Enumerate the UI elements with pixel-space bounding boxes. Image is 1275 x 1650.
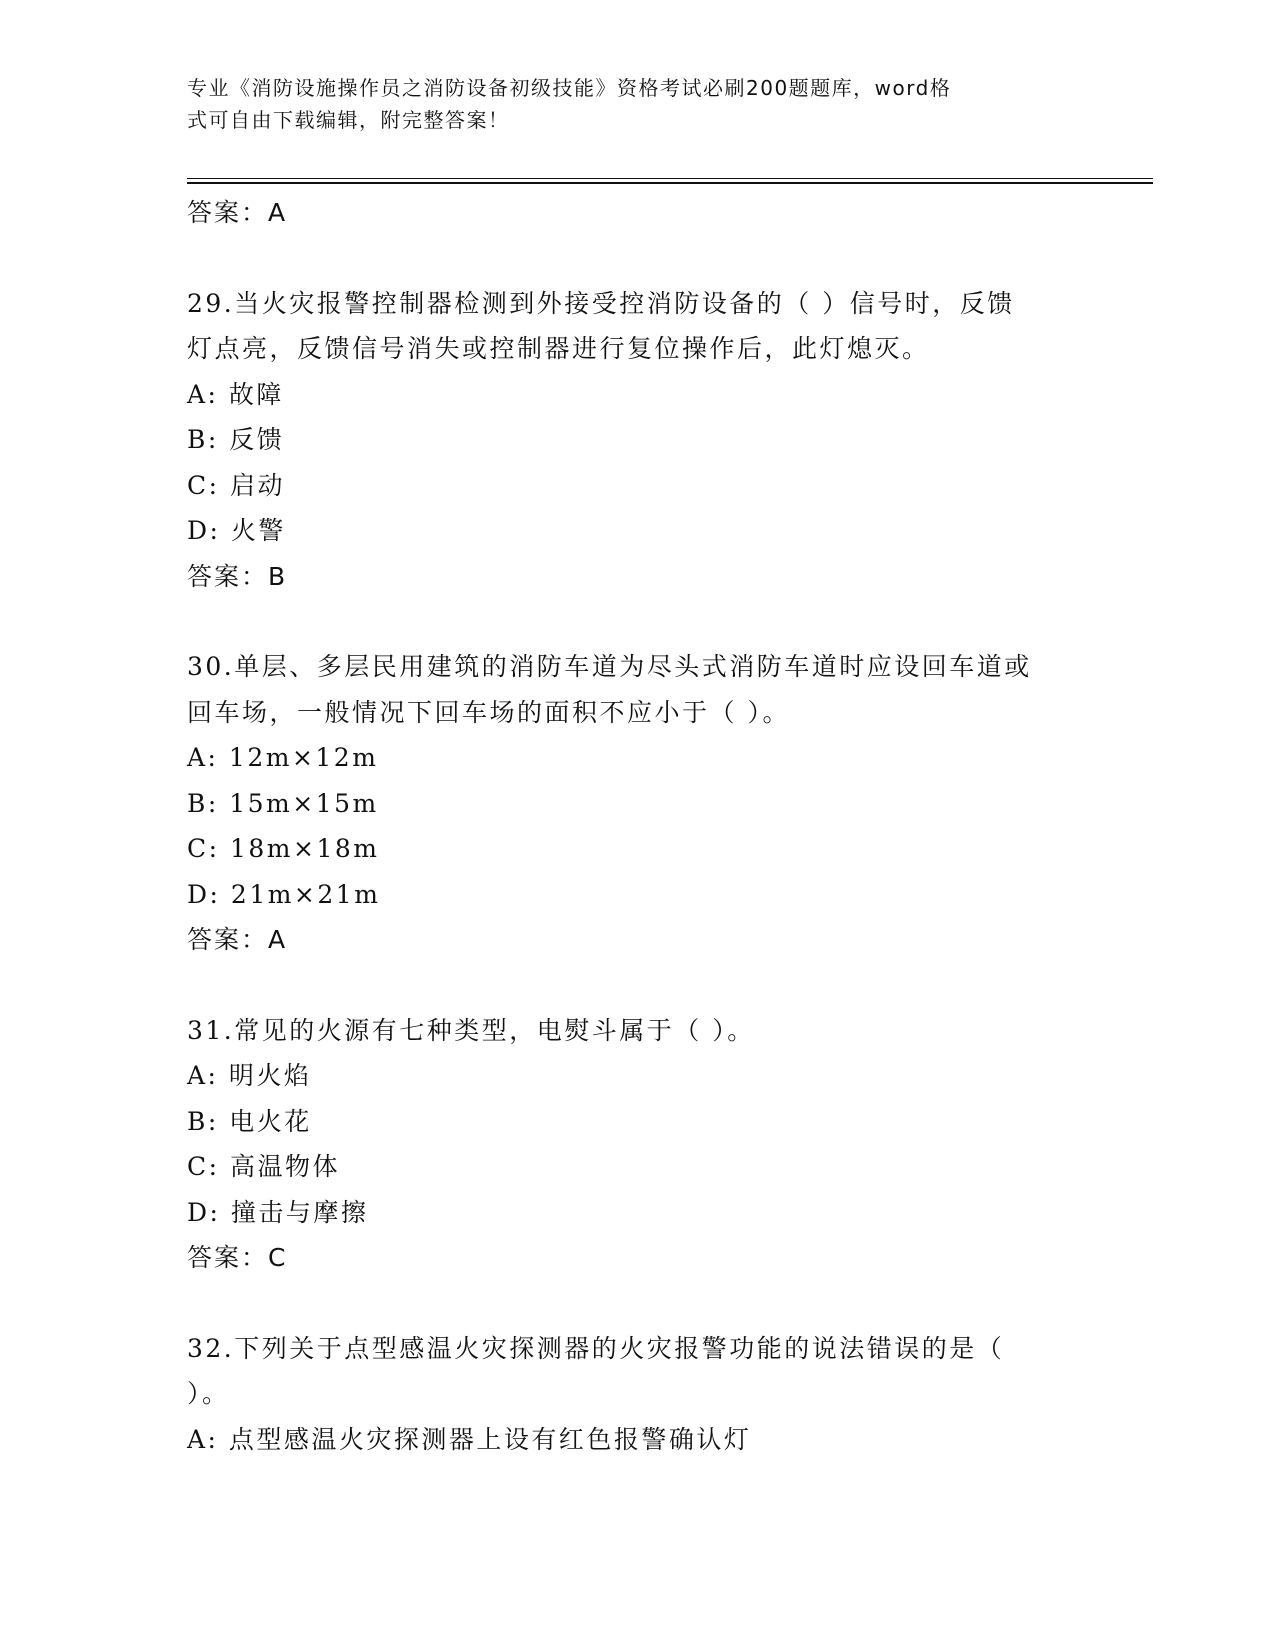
question-text: ）。 (187, 1379, 230, 1408)
option-c: C: 启动 (187, 470, 285, 500)
header-rule-thick (187, 182, 1153, 184)
option-b: B: 反馈 (187, 425, 285, 454)
question-list (187, 190, 1087, 1462)
question-block (187, 281, 1087, 600)
question-block (187, 1326, 1087, 1463)
answer-line: 答案：A (187, 925, 288, 954)
option-a: A: 点型感温火灾探测器上设有红色报警确认灯 (187, 1424, 752, 1454)
option-b: B: 电火花 (187, 1106, 312, 1136)
question-text: 灯点亮，反馈信号消失或控制器进行复位操作后，此灯熄灭。 (187, 334, 930, 363)
answer-line: 答案：A (187, 198, 288, 227)
option-d: D: 撞击与摩擦 (187, 1197, 369, 1227)
answer-line: 答案：B (187, 561, 288, 591)
spacer (187, 1281, 1087, 1326)
option-c: C: 高温物体 (187, 1152, 340, 1181)
question-text: 32.下列关于点型感温火灾探测器的火灾报警功能的说法错误的是（ (187, 1333, 1005, 1363)
document-header (187, 72, 1067, 136)
option-d: D: 21m×21m (187, 879, 381, 909)
option-a: A: 12m×12m (187, 743, 379, 772)
answer-line: 答案：C (187, 1243, 288, 1272)
header-rule-thin (187, 178, 1153, 179)
question-text: 29.当火灾报警控制器检测到外接受控消防设备的（ ）信号时，反馈 (187, 288, 1015, 318)
spacer (187, 963, 1087, 1008)
spacer (187, 599, 1087, 644)
question-block (187, 644, 1087, 963)
question-text: 回车场，一般情况下回车场的面积不应小于（ ）。 (187, 697, 790, 727)
header-line-2: 式可自由下载编辑，附完整答案！ (187, 108, 510, 132)
option-b: B: 15m×15m (187, 788, 379, 818)
option-c: C: 18m×18m (187, 834, 380, 863)
option-d: D: 火警 (187, 516, 286, 545)
question-text: 31.常见的火源有七种类型，电熨斗属于（ ）。 (187, 1015, 755, 1045)
option-a: A: 故障 (187, 379, 284, 409)
header-line-1: 专业《消防设施操作员之消防设备初级技能》资格考试必刷200题题库，word格 (187, 76, 952, 100)
question-text: 30.单层、多层民用建筑的消防车道为尽头式消防车道时应设回车道或 (187, 652, 1032, 681)
spacer (187, 236, 1087, 281)
question-block (187, 1008, 1087, 1281)
option-a: A: 明火焰 (187, 1061, 312, 1090)
